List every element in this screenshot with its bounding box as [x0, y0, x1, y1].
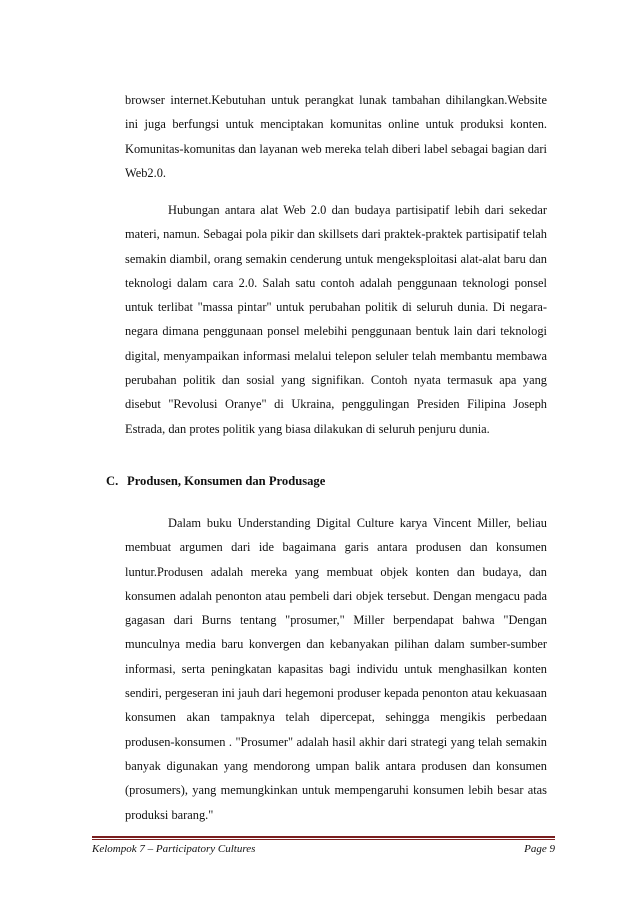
section-title: Produsen, Konsumen dan Produsage	[127, 474, 326, 488]
paragraph-text: browser internet.Kebutuhan untuk perangkat lunak tambahan dihilangkan.Website ini juga berfungsi untuk menciptakan komunitas online untuk produksi konten. Komunitas-komunitas dan layanan web mereka telah diberi label sebagai bagian dari Web2.0.	[125, 93, 547, 180]
paragraph-produsage	[125, 511, 547, 827]
section-letter: C.	[106, 474, 119, 488]
paragraph-text: Dalam buku Understanding Digital Culture karya Vincent Miller, beliau membuat argumen dari ide bagaimana garis antara produsen dan konsumen luntur.Produsen adalah mereka yang membuat objek konten dan budaya, dan konsumen adalah penonton atau pembeli dari objek tersebut. Dengan mengacu pada gagasan dari Burns tentang "prosumer," Miller berpendapat bahwa "Dengan munculnya media baru konvergen dan kebanyakan pilihan dalam sumber-sumber informasi, serta peningkatan kapasitas bagi individu untuk menghasilkan konten sendiri, pergeseran ini jauh dari hegemoni produser kepada penonton atau kekuasaan konsumen akan tampaknya telah dipercepat, sehingga mengikis perbedaan produsen-konsumen . "Prosumer" adalah hasil akhir dari strategi yang telah semakin banyak digunakan yang mendorong umpan balik antara produsen dan konsumen (prosumers), yang memungkinkan untuk mempengaruhi konsumen lebih besar atas produksi barang."	[125, 516, 547, 822]
section-heading	[106, 474, 325, 489]
footer-group-title: Kelompok 7 – Participatory Cultures	[92, 843, 256, 855]
paragraph-web2-tools	[125, 88, 547, 185]
footer-page-number: Page 9	[524, 843, 555, 855]
paragraph-text: Hubungan antara alat Web 2.0 dan budaya partisipatif lebih dari sekedar materi, namun. Sebagai pola pikir dan skillsets dari praktek-praktek partisipatif telah semakin diambil, orang semakin cenderung untuk mengeksploitasi alat-alat baru dan teknologi dalam cara 2.0. Salah satu contoh adalah penggunaan teknologi ponsel untuk terlibat "massa pintar" untuk perubahan politik di seluruh dunia. Di negara-negara dimana penggunaan ponsel melebihi penggunaan bentuk lain dari teknologi digital, menyampaikan informasi melalui telepon seluler telah membantu membawa perubahan politik dan sosial yang signifikan. Contoh nyata termasuk apa yang disebut "Revolusi Oranye" di Ukraina, penggulingan Presiden Filipina Joseph Estrada, dan protes politik yang biasa dilakukan di seluruh penjuru dunia.	[125, 203, 547, 436]
footer-divider	[92, 836, 555, 840]
paragraph-participatory-culture	[125, 198, 547, 441]
